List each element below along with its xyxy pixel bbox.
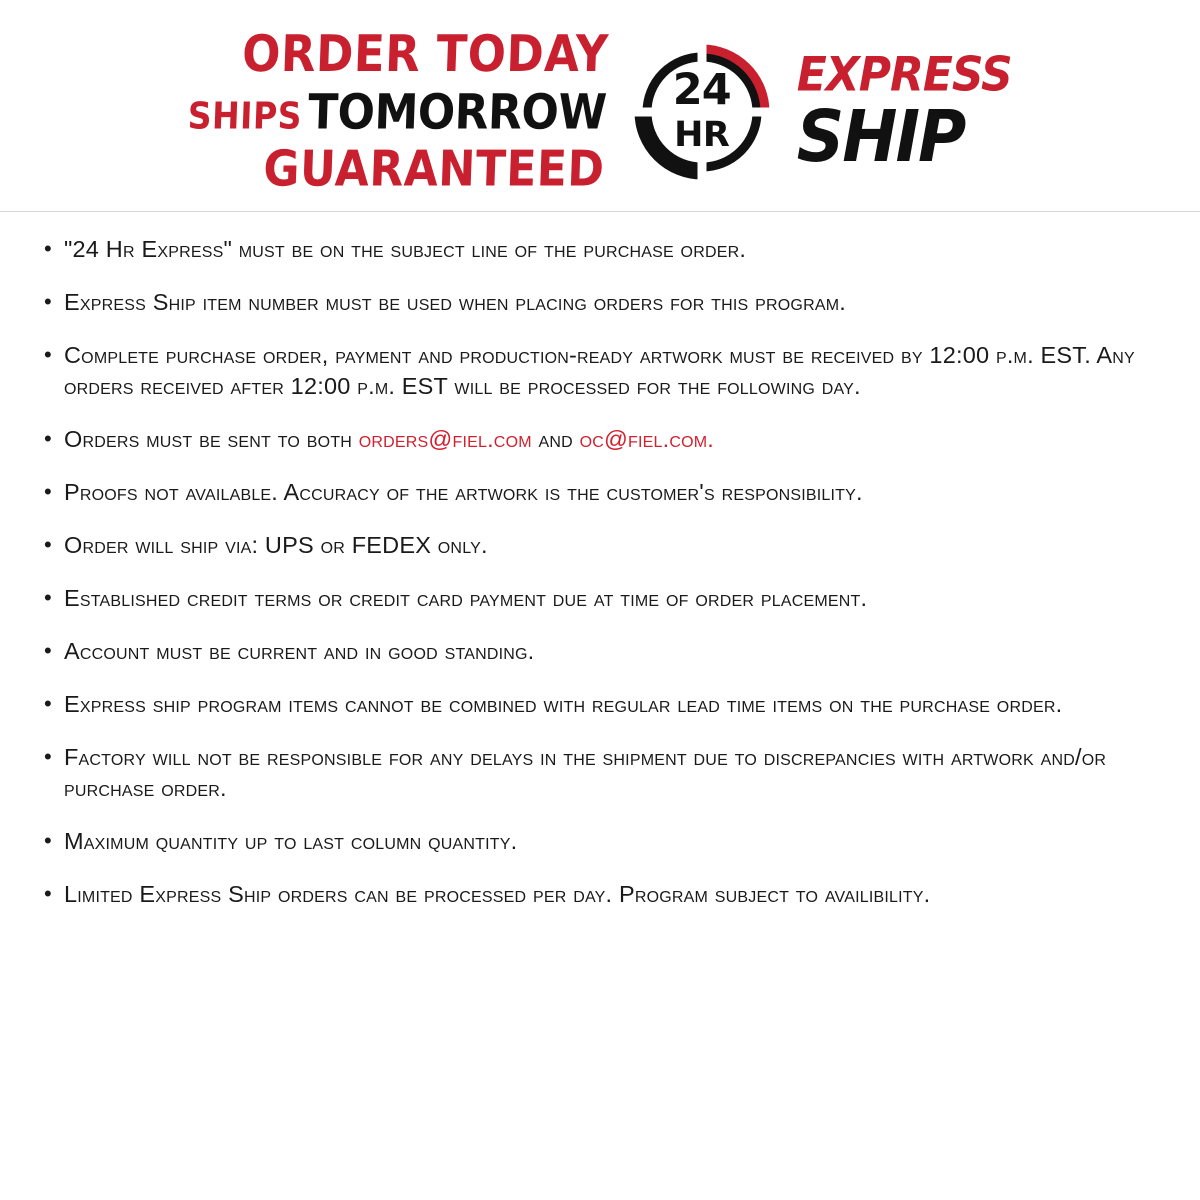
order-today-line: ORDER TODAY [241,24,610,84]
term-delays-disclaimer: Factory will not be responsible for any delays in the shipment due to discrepancies with artwork and/or purchase order. [64,744,1107,802]
ships-tomorrow-line [187,84,608,141]
bullet-icon: • [44,744,52,770]
badge-hr-text: HR [674,114,730,155]
term-no-combining: Express ship program items cannot be combined with regular lead time items on the purchase order. [64,691,1063,718]
24hr-target-badge-icon [633,43,771,181]
term-shipping-carriers: Order will ship via: UPS or FEDEX only. [64,532,488,559]
bullet-icon: • [44,236,52,261]
bullet-icon: • [44,585,52,611]
bullet-icon: • [44,638,52,664]
terms-list [0,212,1200,910]
bullet-icon: • [44,342,52,368]
list-item [44,477,1160,508]
list-item [44,234,1160,265]
bullet-icon: • [44,532,52,558]
bullet-icon: • [44,289,52,315]
list-item [44,583,1160,614]
promo-header [0,0,1200,212]
term-order-emails [64,424,1160,455]
order-today-headline [186,24,610,198]
term-proofs: Proofs not available. Accuracy of the artwork is the customer's responsibility. [64,479,863,506]
oc-email-link[interactable]: oc@fiel.com. [579,426,715,453]
bullet-icon: • [44,828,52,854]
list-item [44,689,1160,720]
list-item [44,879,1160,910]
list-item [44,636,1160,667]
bullet-icon: • [44,479,52,505]
orders-email-link[interactable]: orders@fiel.com [358,426,532,453]
term-item-number: Express Ship item number must be used when placing orders for this program. [64,289,846,316]
term-max-quantity: Maximum quantity up to last column quantity. [64,828,518,855]
bullet-icon: • [44,426,52,452]
list-item [44,826,1160,857]
order-emails-prefix: Orders must be sent to both [64,426,359,453]
guaranteed-line: GUARANTEED [262,140,606,198]
term-credit-terms: Established credit terms or credit card payment due at time of order placement. [64,585,868,612]
bullet-icon: • [44,691,52,717]
brand-ship-text: SHIP [796,95,965,179]
list-item [44,742,1160,804]
list-item [44,287,1160,318]
bullet-icon: • [44,881,52,907]
express-ship-wordmark [796,47,1012,179]
brand-express-text: EXPRESS [796,47,1012,103]
list-item [44,424,1160,455]
order-emails-conjunction: and [531,426,580,453]
term-cutoff-time: Complete purchase order, payment and production-ready artwork must be received by 12:00 p.m. EST. Any orders received after 12:00 p.m. EST will be processed for the following day. [64,342,1135,400]
term-account-standing: Account must be current and in good standing. [64,638,535,665]
badge-24-text: 24 [672,64,731,115]
term-subject-line: "24 Hr Express" must be on the subject line of the purchase order. [64,236,747,262]
list-item [44,340,1160,402]
tomorrow-word: TOMORROW [307,84,608,141]
ships-word: SHIPS [187,93,304,138]
list-item [44,530,1160,561]
term-limited-orders: Limited Express Ship orders can be processed per day. Program subject to availibility. [64,881,931,908]
